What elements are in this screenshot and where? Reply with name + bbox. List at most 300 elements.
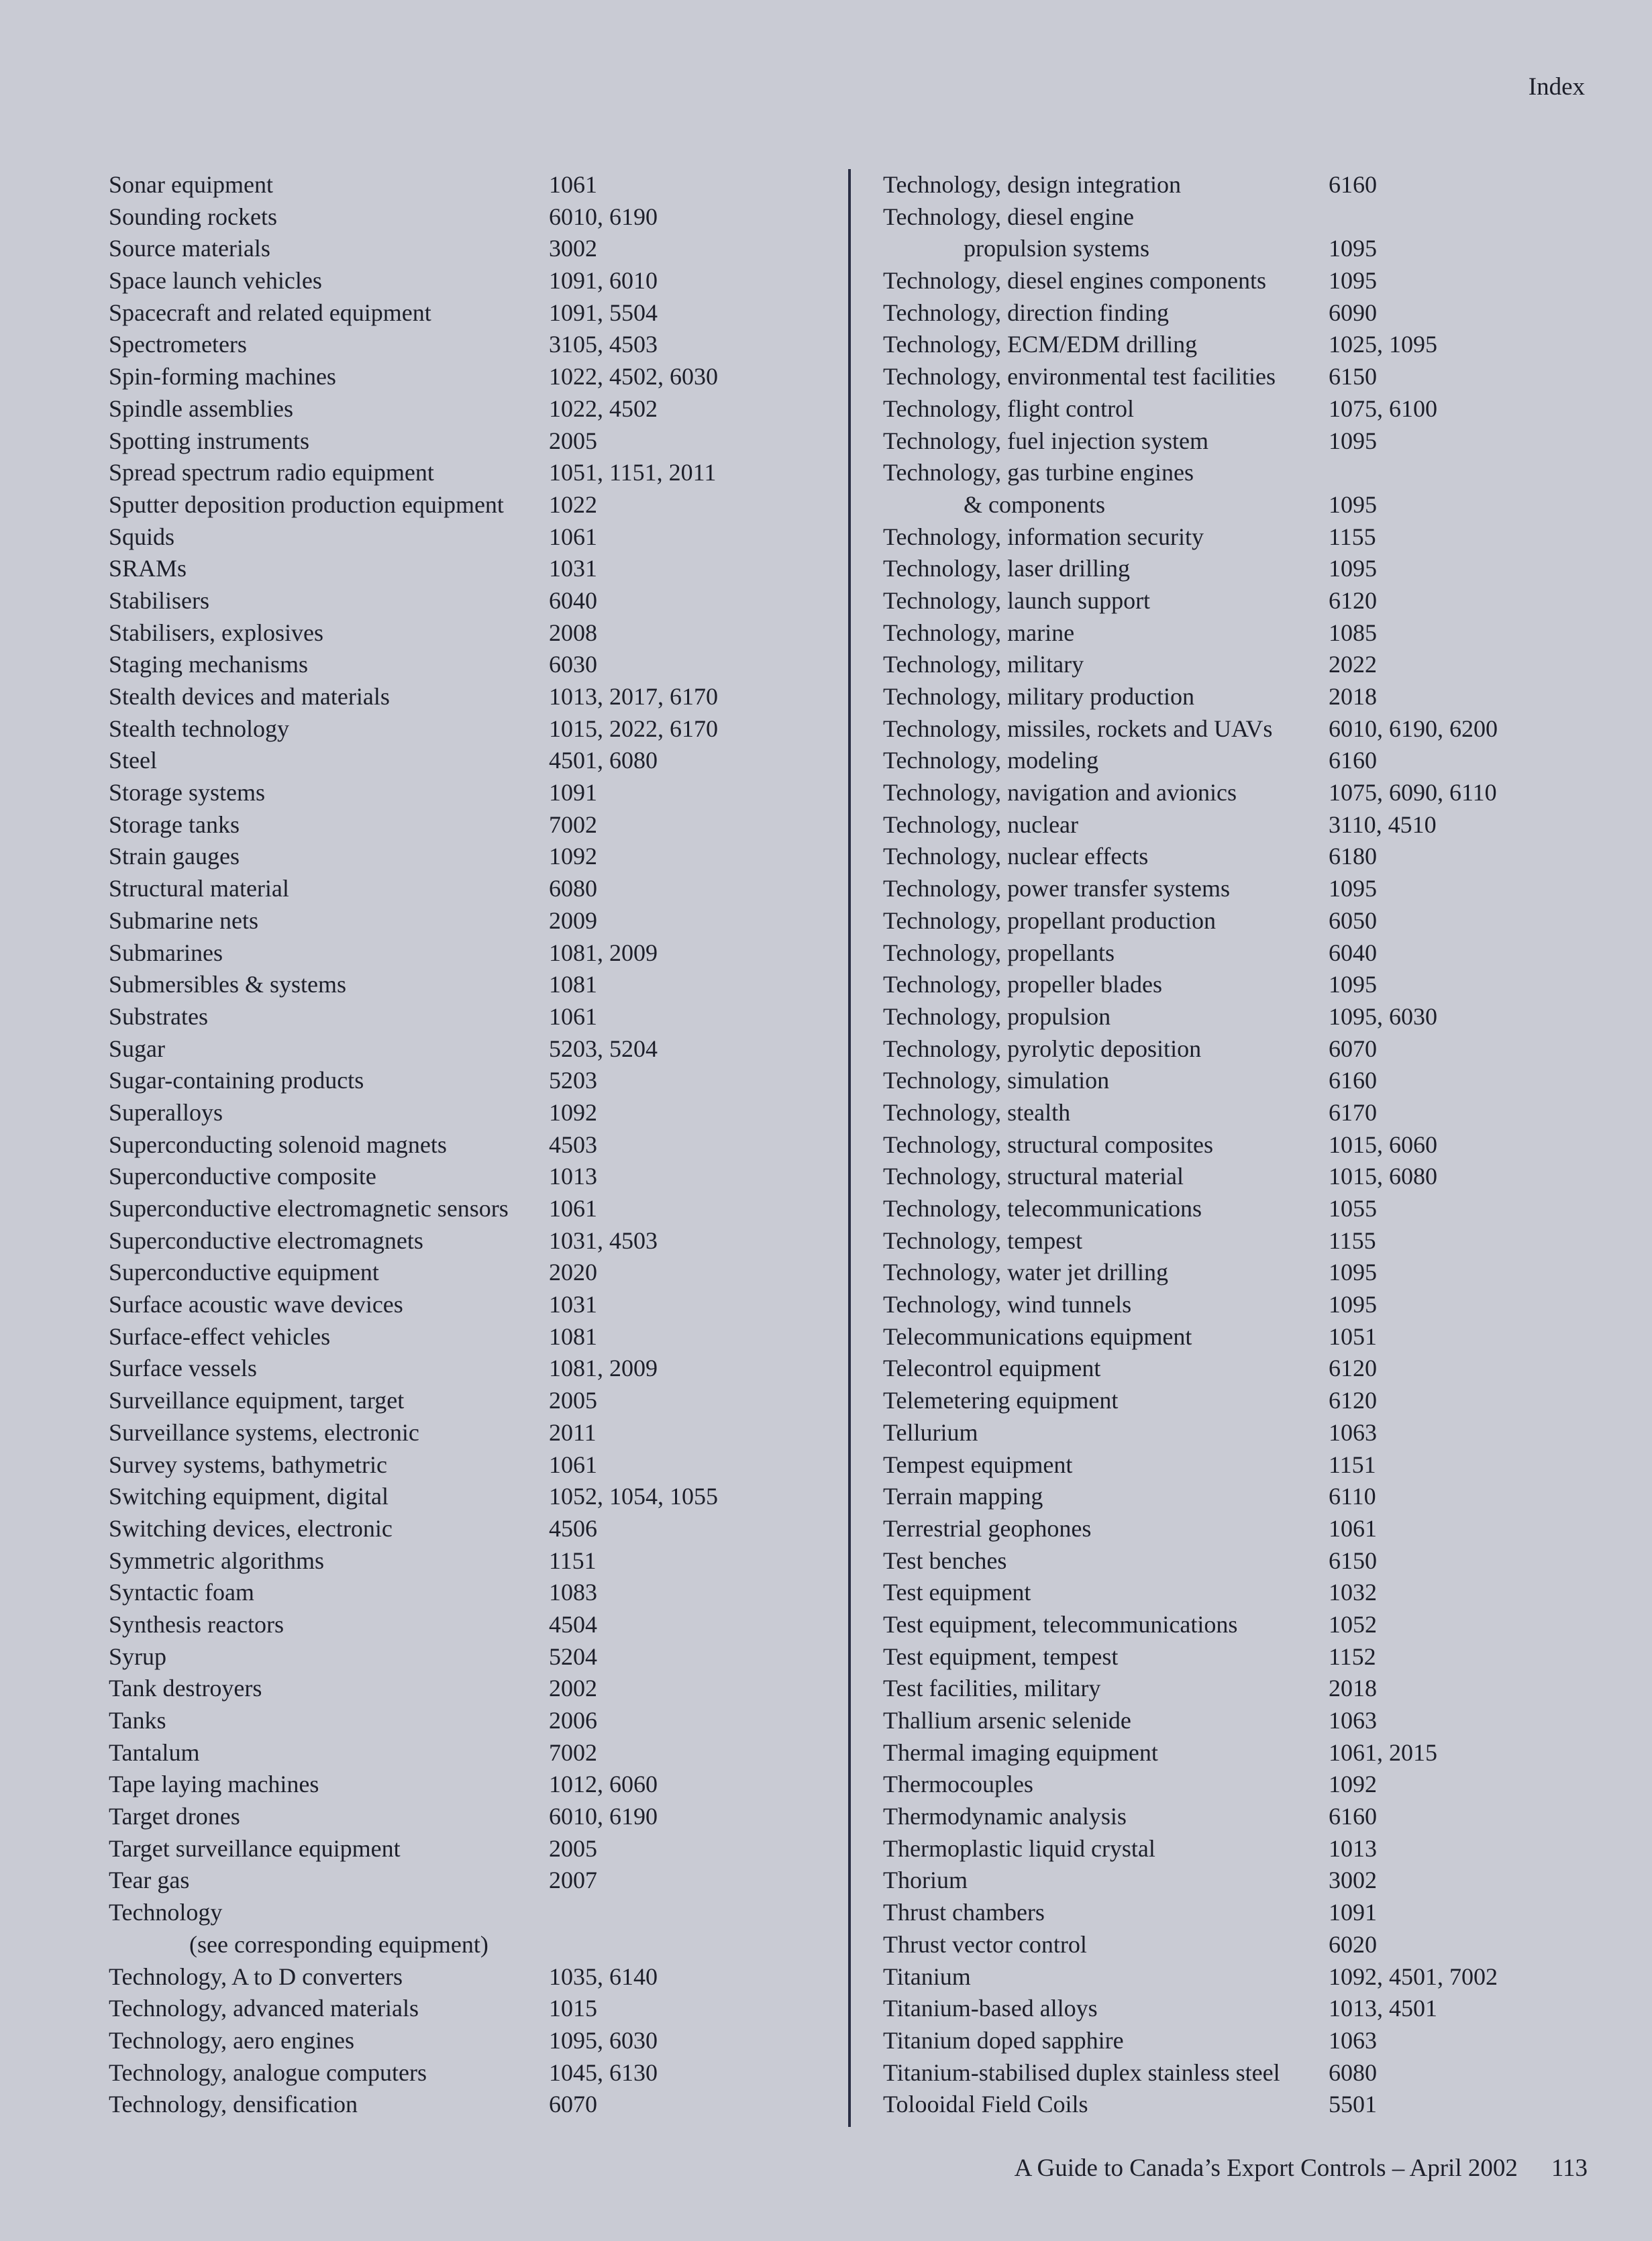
- index-entry: [109, 809, 820, 841]
- entry-term: Technology, military: [883, 651, 1084, 678]
- entry-pages: 6020: [1329, 1930, 1377, 1958]
- entry-pages: 6050: [1329, 906, 1377, 934]
- entry-pages: 6040: [1329, 939, 1377, 966]
- index-entry: [109, 1129, 820, 1161]
- entry-pages: 1061, 2015: [1329, 1738, 1437, 1766]
- entry-pages: 1155: [1329, 1227, 1376, 1254]
- index-entry: [883, 1737, 1608, 1769]
- index-entry: [883, 1161, 1608, 1193]
- entry-term: Tear gas: [109, 1867, 190, 1894]
- entry-term: Technology, navigation and avionics: [883, 779, 1237, 806]
- entry-term: Test equipment, telecommunications: [883, 1610, 1238, 1638]
- entry-term: Technology, advanced materials: [109, 1995, 419, 2022]
- entry-pages: 1092: [1329, 1771, 1377, 1798]
- index-entry: [883, 201, 1608, 233]
- entry-term: Superconductive equipment: [109, 1259, 379, 1286]
- index-entry: [109, 1641, 820, 1673]
- index-entry: [883, 1513, 1608, 1545]
- index-column-right: [883, 169, 1608, 2121]
- entry-term: Test facilities, military: [883, 1675, 1101, 1702]
- entry-pages: 6160: [1329, 1067, 1377, 1094]
- index-entry: [109, 713, 820, 745]
- entry-term: Storage tanks: [109, 811, 240, 838]
- entry-pages: 2018: [1329, 683, 1377, 710]
- index-entry: [109, 1545, 820, 1577]
- index-entry: [109, 425, 820, 458]
- entry-pages: 2022: [1329, 651, 1377, 678]
- entry-term: Technology, ECM/EDM drilling: [883, 331, 1198, 358]
- entry-pages: 1055: [1329, 1195, 1377, 1222]
- entry-term: Technology, tempest: [883, 1227, 1083, 1254]
- entry-term: & components: [964, 490, 1105, 518]
- index-entry: [109, 1609, 820, 1641]
- entry-term: Staging mechanisms: [109, 651, 308, 678]
- entry-pages: 1061: [549, 1451, 597, 1478]
- entry-pages: 1013, 2017, 6170: [549, 683, 718, 710]
- entry-pages: 1012, 6060: [549, 1771, 658, 1798]
- entry-pages: 3002: [1329, 1867, 1377, 1894]
- index-entry: [109, 1193, 820, 1225]
- entry-pages: 2020: [549, 1259, 597, 1286]
- entry-term: Superconducting solenoid magnets: [109, 1131, 447, 1158]
- entry-pages: 6170: [1329, 1098, 1377, 1126]
- index-entry: [109, 1865, 820, 1897]
- index-entry: [109, 393, 820, 425]
- entry-term: Technology, marine: [883, 619, 1075, 646]
- entry-term: Test benches: [883, 1547, 1007, 1574]
- entry-pages: 1031: [549, 1291, 597, 1318]
- index-entry: [109, 1385, 820, 1417]
- index-entry: [109, 1705, 820, 1737]
- index-entry: [883, 297, 1608, 329]
- entry-term: Technology, stealth: [883, 1098, 1071, 1126]
- entry-pages: 1095: [1329, 235, 1377, 262]
- entry-term: Technology, flight control: [883, 395, 1135, 422]
- entry-term: Technology, pyrolytic deposition: [883, 1035, 1202, 1062]
- entry-term: Technology, structural material: [883, 1163, 1184, 1190]
- entry-term: Strain gauges: [109, 843, 240, 870]
- entry-term: Titanium-stabilised duplex stainless steel: [883, 2058, 1280, 2086]
- entry-term: Technology, aero engines: [109, 2026, 355, 2054]
- entry-pages: 1092: [549, 843, 597, 870]
- entry-pages: 1015, 6060: [1329, 1131, 1437, 1158]
- entry-pages: 2011: [549, 1418, 597, 1446]
- entry-pages: 1075, 6100: [1329, 395, 1437, 422]
- index-entry: [109, 969, 820, 1001]
- index-entry: [883, 1001, 1608, 1033]
- entry-term: Thallium arsenic selenide: [883, 1707, 1131, 1734]
- entry-pages: 1092: [549, 1098, 597, 1126]
- entry-term: Superconductive composite: [109, 1163, 376, 1190]
- index-entry: [883, 1641, 1608, 1673]
- entry-term: Syntactic foam: [109, 1579, 254, 1606]
- entry-pages: 1013: [549, 1163, 597, 1190]
- index-entry: [109, 1097, 820, 1129]
- index-entry: [883, 265, 1608, 297]
- entry-pages: 1081, 2009: [549, 1355, 658, 1382]
- entry-term: Technology, telecommunications: [883, 1195, 1202, 1222]
- entry-pages: 1061: [549, 1002, 597, 1030]
- entry-pages: 1095: [1329, 1259, 1377, 1286]
- entry-term: Technology, direction finding: [883, 299, 1170, 326]
- entry-term: Technology, laser drilling: [883, 555, 1131, 582]
- entry-term: Technology, simulation: [883, 1067, 1110, 1094]
- entry-term: Steel: [109, 747, 157, 774]
- entry-term: Technology, densification: [109, 2091, 358, 2118]
- index-entry: [883, 617, 1608, 649]
- entry-term: Structural material: [109, 875, 289, 902]
- index-entry: [109, 297, 820, 329]
- entry-term: Thermal imaging equipment: [883, 1738, 1158, 1766]
- entry-pages: 6120: [1329, 1387, 1377, 1414]
- entry-pages: 4501, 6080: [549, 747, 658, 774]
- index-entry: [109, 489, 820, 521]
- entry-term: Terrain mapping: [883, 1483, 1043, 1510]
- entry-pages: 3105, 4503: [549, 331, 658, 358]
- index-entry: [109, 521, 820, 554]
- index-entry: [109, 201, 820, 233]
- index-entry: [109, 1065, 820, 1097]
- entry-pages: 2006: [549, 1707, 597, 1734]
- entry-pages: 1031: [549, 555, 597, 582]
- entry-pages: 1051, 1151, 2011: [549, 459, 717, 486]
- entry-pages: 2005: [549, 1387, 597, 1414]
- entry-pages: 6080: [549, 875, 597, 902]
- page-number: 113: [1551, 2154, 1588, 2182]
- entry-term: Tanks: [109, 1707, 166, 1734]
- entry-pages: 2008: [549, 619, 597, 646]
- entry-term: Test equipment: [883, 1579, 1031, 1606]
- entry-pages: 1022: [549, 490, 597, 518]
- entry-term: Technology, analogue computers: [109, 2058, 427, 2086]
- entry-pages: 2005: [549, 427, 597, 454]
- entry-term: Switching devices, electronic: [109, 1514, 393, 1542]
- entry-term: Spin-forming machines: [109, 363, 336, 390]
- entry-term: Surface vessels: [109, 1355, 257, 1382]
- entry-term: Sputter deposition production equipment: [109, 490, 504, 518]
- entry-term: Technology, A to D converters: [109, 1963, 403, 1990]
- index-entry: [883, 1481, 1608, 1513]
- index-entry: [883, 361, 1608, 393]
- entry-term: Thorium: [883, 1867, 968, 1894]
- entry-term: Test equipment, tempest: [883, 1643, 1119, 1670]
- index-entry: [109, 649, 820, 681]
- index-entry: [883, 1321, 1608, 1353]
- index-entry: [109, 585, 820, 617]
- entry-term: Tantalum: [109, 1738, 200, 1766]
- entry-pages: 5501: [1329, 2091, 1377, 2118]
- entry-term: Surface acoustic wave devices: [109, 1291, 403, 1318]
- index-entry: [883, 1961, 1608, 1993]
- index-entry: [883, 1769, 1608, 1801]
- entry-term: Stealth technology: [109, 715, 289, 742]
- entry-term: Switching equipment, digital: [109, 1483, 389, 1510]
- entry-term: Tolooidal Field Coils: [883, 2091, 1088, 2118]
- index-entry: [883, 1033, 1608, 1065]
- index-entry: [109, 1289, 820, 1321]
- entry-term: Technology, propeller blades: [883, 971, 1163, 998]
- index-entry: [883, 1449, 1608, 1481]
- index-entry: [883, 1577, 1608, 1609]
- entry-pages: 2018: [1329, 1675, 1377, 1702]
- entry-pages: 1152: [1329, 1643, 1376, 1670]
- entry-pages: 2005: [549, 1834, 597, 1862]
- entry-term: Titanium: [883, 1963, 971, 1990]
- entry-term: Submersibles & systems: [109, 971, 347, 998]
- index-entry: [109, 1961, 820, 1993]
- index-entry: [109, 1577, 820, 1609]
- entry-term: Technology, gas turbine engines: [883, 459, 1194, 486]
- entry-term: Technology, modeling: [883, 747, 1099, 774]
- section-header: Index: [1528, 73, 1585, 101]
- index-entry: [883, 233, 1608, 265]
- index-entry: [109, 457, 820, 489]
- entry-pages: 1063: [1329, 1707, 1377, 1734]
- entry-pages: 1032: [1329, 1579, 1377, 1606]
- page-footer: [1015, 2154, 1588, 2183]
- entry-pages: 4503: [549, 1131, 597, 1158]
- entry-pages: 2009: [549, 906, 597, 934]
- entry-pages: 2002: [549, 1675, 597, 1702]
- index-entry: [109, 1257, 820, 1289]
- entry-pages: 1051: [1329, 1322, 1377, 1350]
- index-entry: [883, 1545, 1608, 1577]
- entry-pages: 6010, 6190, 6200: [1329, 715, 1498, 742]
- index-entry: [109, 1449, 820, 1481]
- entry-pages: 1075, 6090, 6110: [1329, 779, 1497, 806]
- entry-term: Technology, power transfer systems: [883, 875, 1231, 902]
- entry-pages: 1095, 6030: [549, 2026, 658, 2054]
- entry-pages: 1045, 6130: [549, 2058, 658, 2086]
- entry-term: Space launch vehicles: [109, 267, 322, 295]
- entry-pages: 1091: [549, 779, 597, 806]
- entry-pages: 1081: [549, 1322, 597, 1350]
- entry-term: Technology, nuclear effects: [883, 843, 1149, 870]
- entry-pages: 6160: [1329, 1803, 1377, 1830]
- entry-term: Telecontrol equipment: [883, 1355, 1101, 1382]
- index-entry: [109, 1801, 820, 1833]
- entry-term: propulsion systems: [964, 235, 1150, 262]
- entry-term: Tellurium: [883, 1418, 978, 1446]
- index-entry: [883, 649, 1608, 681]
- index-entry: [109, 777, 820, 809]
- entry-term: Thrust chambers: [883, 1899, 1045, 1926]
- index-entry: [109, 1225, 820, 1257]
- entry-pages: 1035, 6140: [549, 1963, 658, 1990]
- index-entry: [109, 1673, 820, 1705]
- index-column-left: [109, 169, 820, 2121]
- entry-term: Technology, propellant production: [883, 906, 1217, 934]
- entry-pages: 6030: [549, 651, 597, 678]
- index-entry: [883, 1673, 1608, 1705]
- index-entry: [883, 969, 1608, 1001]
- index-entry: [883, 1865, 1608, 1897]
- entry-pages: 1015, 2022, 6170: [549, 715, 718, 742]
- entry-pages: 6110: [1329, 1483, 1376, 1510]
- entry-term: Superconductive electromagnets: [109, 1227, 423, 1254]
- index-entry: [109, 553, 820, 585]
- entry-term: (see corresponding equipment): [189, 1930, 488, 1958]
- index-entry: [109, 1481, 820, 1513]
- entry-term: Surveillance systems, electronic: [109, 1418, 419, 1446]
- index-entry: [883, 521, 1608, 554]
- index-entry: [109, 169, 820, 201]
- entry-pages: 1015: [549, 1995, 597, 2022]
- column-divider: [848, 169, 851, 2127]
- index-entry: [109, 1769, 820, 1801]
- index-entry: [883, 425, 1608, 458]
- index-entry: [109, 1161, 820, 1193]
- entry-pages: 1151: [549, 1547, 597, 1574]
- entry-term: Spotting instruments: [109, 427, 310, 454]
- index-entry: [883, 905, 1608, 937]
- entry-term: Technology, military production: [883, 683, 1195, 710]
- entry-pages: 2007: [549, 1867, 597, 1894]
- entry-term: Target surveillance equipment: [109, 1834, 401, 1862]
- entry-term: Surface-effect vehicles: [109, 1322, 331, 1350]
- entry-term: Stealth devices and materials: [109, 683, 390, 710]
- entry-pages: 1063: [1329, 2026, 1377, 2054]
- entry-pages: 1095, 6030: [1329, 1002, 1437, 1030]
- entry-pages: 1095: [1329, 490, 1377, 518]
- entry-pages: 1015, 6080: [1329, 1163, 1437, 1190]
- entry-pages: 6090: [1329, 299, 1377, 326]
- index-entry: [883, 1609, 1608, 1641]
- index-entry: [883, 1225, 1608, 1257]
- index-entry: [883, 393, 1608, 425]
- entry-pages: 1155: [1329, 523, 1376, 550]
- entry-term: Stabilisers: [109, 586, 209, 614]
- entry-term: Telemetering equipment: [883, 1387, 1119, 1414]
- entry-term: Technology, propellants: [883, 939, 1115, 966]
- entry-pages: 1091: [1329, 1899, 1377, 1926]
- entry-pages: 1095: [1329, 875, 1377, 902]
- index-entry: [109, 745, 820, 777]
- index-entry: [883, 1353, 1608, 1385]
- entry-term: Submarines: [109, 939, 223, 966]
- entry-pages: 6010, 6190: [549, 1803, 658, 1830]
- entry-term: Titanium-based alloys: [883, 1995, 1098, 2022]
- index-entry: [883, 1897, 1608, 1929]
- entry-pages: 1095: [1329, 267, 1377, 295]
- index-entry: [883, 1705, 1608, 1737]
- index-entry: [109, 681, 820, 713]
- entry-term: Technology, wind tunnels: [883, 1291, 1132, 1318]
- entry-term: Squids: [109, 523, 175, 550]
- entry-term: Storage systems: [109, 779, 265, 806]
- entry-pages: 1095: [1329, 555, 1377, 582]
- entry-term: Thermodynamic analysis: [883, 1803, 1127, 1830]
- entry-term: Stabilisers, explosives: [109, 619, 323, 646]
- entry-pages: 5204: [549, 1643, 597, 1670]
- index-entry: [883, 329, 1608, 361]
- entry-term: Thrust vector control: [883, 1930, 1087, 1958]
- entry-term: Sonar equipment: [109, 171, 273, 198]
- entry-term: Synthesis reactors: [109, 1610, 284, 1638]
- index-entry: [109, 617, 820, 649]
- entry-pages: 6070: [549, 2091, 597, 2118]
- entry-pages: 5203: [549, 1067, 597, 1094]
- index-entry: [883, 1289, 1608, 1321]
- entry-pages: 1095: [1329, 427, 1377, 454]
- entry-pages: 1061: [549, 171, 597, 198]
- entry-pages: 6180: [1329, 843, 1377, 870]
- entry-term: Technology: [109, 1899, 223, 1926]
- entry-pages: 6080: [1329, 2058, 1377, 2086]
- entry-term: Titanium doped sapphire: [883, 2026, 1124, 2054]
- index-entry: [883, 777, 1608, 809]
- entry-term: Sugar: [109, 1035, 165, 1062]
- entry-term: Technology, propulsion: [883, 1002, 1111, 1030]
- entry-pages: 1151: [1329, 1451, 1376, 1478]
- entry-pages: 1081, 2009: [549, 939, 658, 966]
- entry-pages: 7002: [549, 811, 597, 838]
- entry-term: Sugar-containing products: [109, 1067, 364, 1094]
- entry-term: Spindle assemblies: [109, 395, 293, 422]
- index-entry: [109, 2025, 820, 2057]
- index-entry: [109, 937, 820, 970]
- entry-term: Technology, design integration: [883, 171, 1182, 198]
- entry-term: Technology, nuclear: [883, 811, 1079, 838]
- entry-term: Surveillance equipment, target: [109, 1387, 405, 1414]
- index-entry: [109, 233, 820, 265]
- entry-pages: 1085: [1329, 619, 1377, 646]
- entry-term: Technology, diesel engine: [883, 203, 1135, 230]
- entry-term: Technology, fuel injection system: [883, 427, 1209, 454]
- entry-pages: 5203, 5204: [549, 1035, 658, 1062]
- entry-term: Survey systems, bathymetric: [109, 1451, 387, 1478]
- index-entry: [109, 1033, 820, 1065]
- entry-pages: 1052: [1329, 1610, 1377, 1638]
- entry-pages: 6010, 6190: [549, 203, 658, 230]
- index-entry: [109, 841, 820, 873]
- index-entry: [883, 2025, 1608, 2057]
- index-entry: [883, 457, 1608, 489]
- entry-term: Thermocouples: [883, 1771, 1033, 1798]
- entry-term: Symmetric algorithms: [109, 1547, 324, 1574]
- index-entry: [109, 2057, 820, 2089]
- entry-term: Spacecraft and related equipment: [109, 299, 431, 326]
- index-entry: [109, 905, 820, 937]
- index-entry: [883, 553, 1608, 585]
- entry-term: Tempest equipment: [883, 1451, 1073, 1478]
- index-entry: [109, 1929, 820, 1961]
- index-entry: [883, 1929, 1608, 1961]
- index-entry: [883, 745, 1608, 777]
- entry-pages: 6120: [1329, 1355, 1377, 1382]
- index-entry: [883, 1417, 1608, 1449]
- index-entry: [883, 1993, 1608, 2025]
- entry-term: Technology, information security: [883, 523, 1204, 550]
- entry-pages: 6070: [1329, 1035, 1377, 1062]
- entry-pages: 6040: [549, 586, 597, 614]
- entry-pages: 1063: [1329, 1418, 1377, 1446]
- index-entry: [883, 713, 1608, 745]
- entry-term: Technology, environmental test facilities: [883, 363, 1276, 390]
- entry-pages: 6120: [1329, 586, 1377, 614]
- entry-term: Technology, water jet drilling: [883, 1259, 1169, 1286]
- index-entry: [883, 1129, 1608, 1161]
- entry-term: Telecommunications equipment: [883, 1322, 1192, 1350]
- index-entry: [883, 809, 1608, 841]
- index-entry: [883, 169, 1608, 201]
- index-entry: [109, 873, 820, 905]
- entry-pages: 1083: [549, 1579, 597, 1606]
- entry-pages: 7002: [549, 1738, 597, 1766]
- entry-pages: 6150: [1329, 1547, 1377, 1574]
- entry-term: Thermoplastic liquid crystal: [883, 1834, 1155, 1862]
- entry-pages: 3002: [549, 235, 597, 262]
